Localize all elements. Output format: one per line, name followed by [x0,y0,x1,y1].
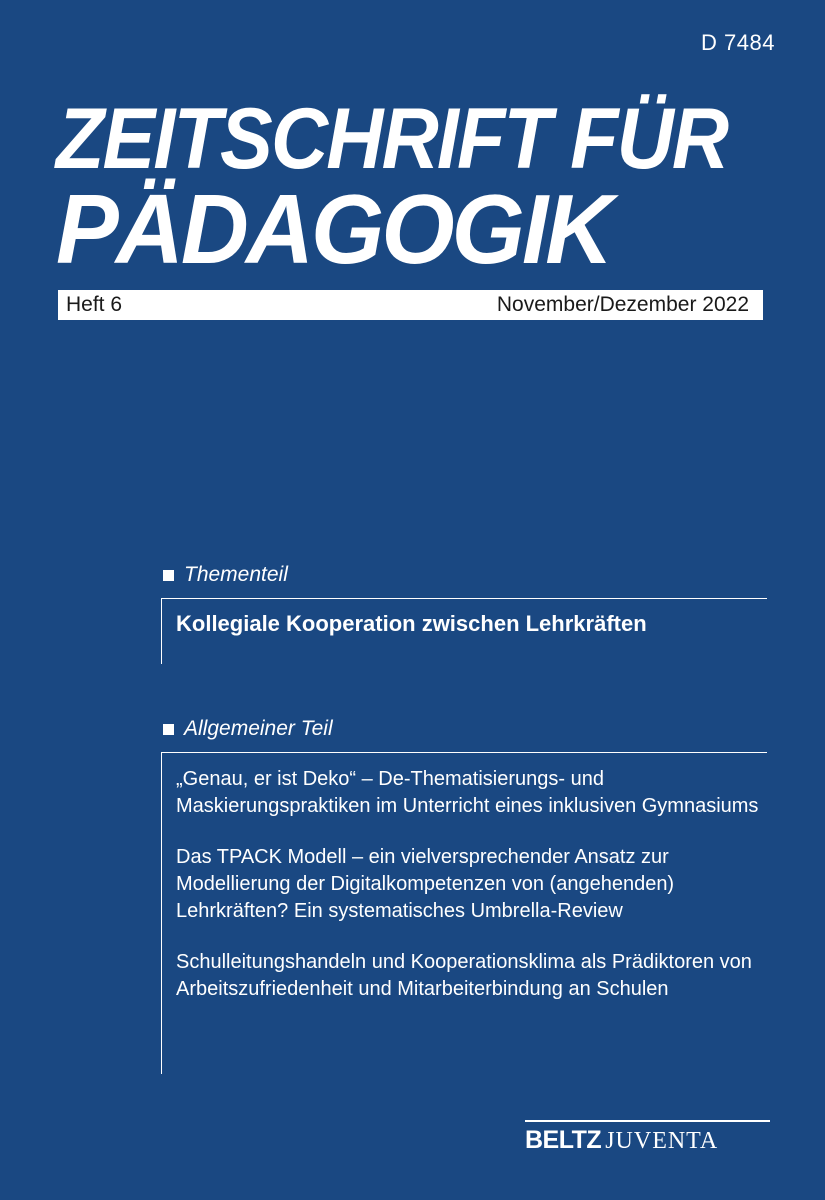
article-title: Schulleitungshandeln und Kooperationsklima als Prädiktoren von Arbeitszufriedenheit und Mitarbeiterbindung an Schulen [176,951,752,1000]
article-title: „Genau, er ist Deko“ – De-Thematisierungs- und Maskierungspraktiken im Unterricht eines inklusiven Gymnasiums [176,768,759,817]
journal-code: D 7484 [701,30,775,55]
publisher-rule [525,1120,770,1122]
issue-bar [58,290,763,320]
general-section-heading [163,717,333,741]
theme-title: Kollegiale Kooperation zwischen Lehrkräften [176,611,647,636]
general-section-block [161,752,776,1074]
general-section-label: Allgemeiner Teil [184,717,333,740]
issue-number: Heft 6 [66,293,123,316]
publisher-name-part-2: JUVENTA [605,1128,719,1154]
publisher-name-part-1: BELTZ [525,1126,602,1154]
issue-date: November/Dezember 2022 [496,293,749,316]
journal-title-line-1: ZEITSCHRIFT FÜR [56,91,728,187]
publisher-logo [525,1120,770,1155]
square-bullet-icon [163,570,174,581]
theme-section-label: Thementeil [184,563,288,586]
theme-section-block [161,598,736,664]
theme-section-heading [163,563,288,587]
publisher-name [525,1126,770,1155]
square-bullet-icon [163,724,174,735]
journal-title-line-2: PÄDAGOGIK [56,174,611,284]
article-title: Das TPACK Modell – ein vielversprechender Ansatz zur Modellierung der Digitalkompetenzen von (angehenden) Lehrkräften? Ein systematisches Umbrella-Review [176,846,675,922]
